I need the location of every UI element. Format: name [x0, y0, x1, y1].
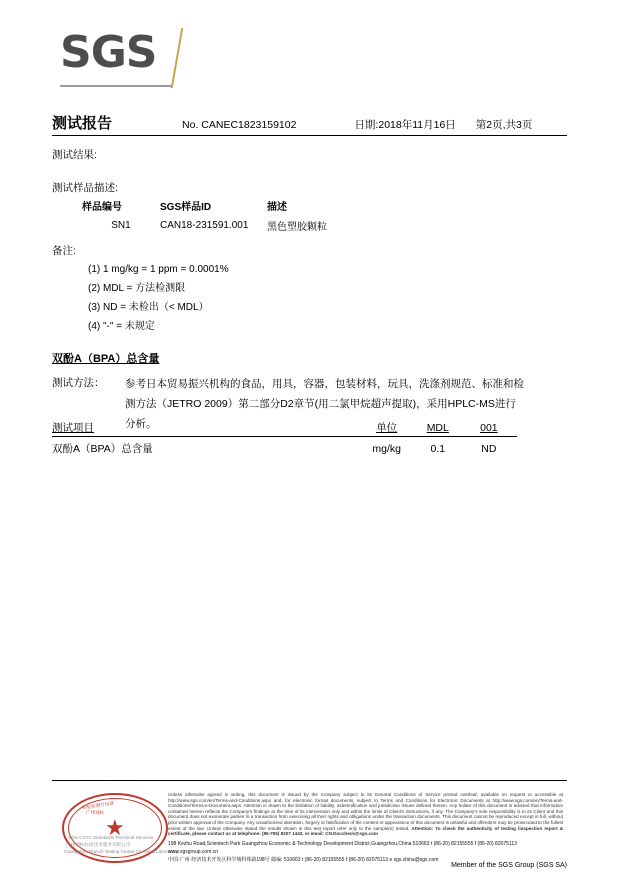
method-label: 测试方法： — [52, 377, 105, 389]
report-date: 日期:2018年11月16日 — [354, 119, 456, 131]
results-label: 测试结果: — [52, 149, 97, 161]
result-table — [52, 418, 517, 458]
table-row — [82, 218, 417, 233]
note-item: (3) ND = 未检出（< MDL） — [88, 302, 209, 313]
stamp-text-line-1: SGS-CSTC Standards Technical Services — [68, 835, 154, 840]
header-divider — [52, 135, 567, 136]
col-header-test-item: 测试项目 — [52, 422, 94, 434]
sgs-logo — [60, 27, 180, 82]
footer-address-cn-extra: 邮编: 510663 t (86-20) 82155555 f (86-20) 82075113 e sgs.china@sgs.com — [271, 857, 439, 863]
section-title-bpa: 双酚A（BPA）总含量 — [52, 353, 160, 365]
footer-verify-line: Attention: To check the authenticity of testing /inspection report & certificate, please contact us at telephone: (86-755) 8307 1443, or email: CN.Doccheck@sgs.com — [168, 825, 564, 837]
remark-label: 备注: — [52, 245, 76, 257]
note-item: (4) "-" = 未规定 — [88, 321, 155, 332]
col-header-description: 描述 — [267, 202, 287, 213]
footer-address-en: 198 Kezhu Road,Scientech Park Guangzhou Economic & Technology Development District,Guangzhou,China 510663 t (86-20) 82155555 f (86-20) 82075113 www.sgsgroup.com.cn — [168, 841, 517, 855]
cell-test-item: 双酚A（BPA）总含量 — [52, 443, 153, 455]
sgs-logo-text: SGS — [60, 27, 157, 78]
sample-description-label: 测试样品描述: — [52, 182, 118, 194]
result-table-divider — [52, 436, 517, 437]
table-row — [52, 438, 517, 458]
page-indicator: 第2页,共3页 — [475, 119, 533, 131]
stamp-top-text-2: 广州通标 — [86, 810, 105, 815]
stamp-text-line-2: 广州通标标准技术服务有限公司 — [66, 842, 131, 847]
stamp-text-line-3: Guangzhou Branch Testing Center Chemical Laboratory — [64, 849, 179, 854]
footer-address — [168, 840, 568, 864]
table-header-row — [52, 418, 517, 438]
col-header-sample-no: 样品编号 — [82, 202, 122, 213]
cell-mdl: 0.1 — [430, 442, 446, 455]
footer-member-text: Member of the SGS Group (SGS SA) — [451, 862, 567, 869]
cell-description: 黑色塑胶颗粒 — [267, 222, 327, 233]
cell-sgs-id: CAN18-231591.001 — [160, 220, 249, 231]
col-header-unit: 单位 — [376, 422, 398, 434]
report-header-row — [52, 112, 567, 133]
report-number: No. CANEC1823159102 — [182, 119, 297, 131]
star-icon: ★ — [105, 815, 125, 840]
col-header-mdl: MDL — [426, 421, 449, 434]
footer-legal-paragraph: Unless otherwise agreed in writing, this document is issued by the Company subject to its General Conditions of Service printed overleaf, available on request or accessible at http://www.sgs.com/en/Terms-and-Conditions.aspx and, for electronic format documents, subject to Terms and Conditions for Electronic Documents at http://www.sgs.com/en/Terms-and-Conditions/Terms-e-Document.aspx. Attention is drawn to the limitation of liability, indemnification and jurisdiction issues defined therein. Any holder of this document is advised that information contained hereon reflects the Company's findings at the time of its intervention only and within the limits of Client's instructions, if any. The Company's sole responsibility is to its Client and this document does not exonerate parties to a transaction from exercising all their rights and obligations under the transaction documents. This document cannot be reproduced except in full, without prior written approval of the Company. Any unauthorized alteration, forgery or falsification of the content or appearance of this document is unlawful and offenders may be prosecuted to the fullest extent of the law. Unless otherwise stated the results shown in this test report refer only to the sample(s) tested. — [168, 792, 563, 831]
stamp-top-text-1: 检验检测专用章 — [81, 800, 115, 811]
note-item: (2) MDL = 方法检测限 — [88, 283, 186, 294]
col-header-sgs-id: SGS样品ID — [160, 202, 212, 213]
table-header-row — [82, 198, 417, 218]
sample-table — [82, 198, 417, 233]
cell-sample-no: SN1 — [111, 220, 131, 231]
col-header-sample-001: 001 — [480, 421, 498, 434]
footer-divider — [52, 780, 567, 781]
cell-unit: mg/kg — [372, 442, 401, 455]
note-item: (1) 1 mg/kg = 1 ppm = 0.0001% — [88, 264, 229, 275]
footer-legal-text — [168, 792, 563, 837]
notes-list — [88, 260, 229, 336]
method-text: 参考日本贸易振兴机构的食品，用具，容器，包装材料，玩具，洗涤剂规范、标准和检测方法（JETRO 2009）第二部分D2章节(用二氯甲烷超声提取)，采用HPLC-MS进行分析。 — [125, 378, 524, 430]
company-stamp — [62, 793, 179, 865]
cell-result-value: ND — [481, 442, 497, 455]
footer-address-cn: 中国·广州·经济技术开发区科学城科珠路198号 — [168, 857, 270, 863]
logo-underline — [60, 85, 172, 87]
page-title: 测试报告 — [52, 115, 113, 132]
